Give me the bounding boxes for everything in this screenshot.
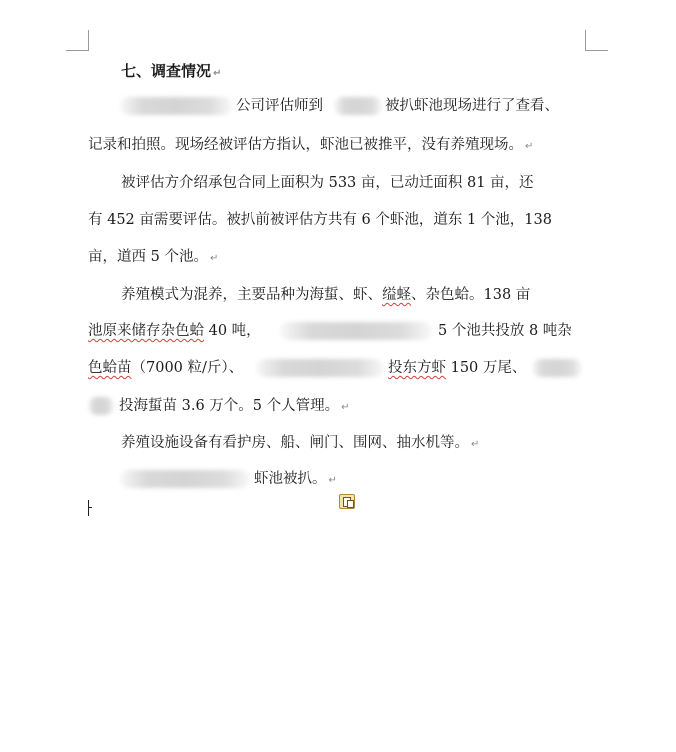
body-line[interactable]: 被评估方介绍承包合同上面积为 533 亩，已动迁面积 81 亩，还 — [121, 175, 534, 191]
text-cursor-icon — [88, 500, 89, 516]
body-line[interactable]: 5 个池共投放 8 吨杂 — [438, 323, 572, 339]
body-line[interactable]: 虾池被扒。 ↵ — [254, 471, 337, 487]
page-corner-mark-top-left — [66, 30, 89, 51]
spellcheck-word: 投东方虾 — [388, 360, 446, 376]
paragraph-mark: ↵ — [209, 253, 219, 264]
body-line[interactable]: 公司评估师到 — [236, 98, 323, 114]
redacted-text — [120, 97, 232, 115]
paste-options-icon[interactable] — [339, 494, 355, 509]
paragraph-mark: ↵ — [328, 475, 337, 486]
redacted-text — [280, 322, 432, 340]
paragraph-mark: ↵ — [471, 439, 480, 450]
paragraph-mark: ↵ — [525, 141, 534, 152]
body-line[interactable]: 养殖模式为混养，主要品种为海蜇、虾、缢蛏、杂色蛤。138 亩 — [121, 287, 531, 303]
body-line[interactable]: 有 452 亩需要评估。被扒前被评估方共有 6 个虾池，道东 1 个池，138 — [88, 212, 552, 228]
body-line[interactable]: 投东方虾 150 万尾、 — [388, 360, 527, 376]
redacted-text — [334, 97, 382, 115]
body-line[interactable]: 养殖设施设备有看护房、船、闸门、围网、抽水机等。 ↵ — [121, 435, 480, 451]
redacted-text — [120, 470, 250, 488]
body-line[interactable]: 色蛤苗（7000 粒/斤）、 — [88, 360, 244, 376]
redacted-text — [88, 397, 114, 415]
redacted-text — [256, 359, 384, 377]
paragraph-mark: ↵ — [341, 402, 350, 413]
spellcheck-word: 缢蛏 — [382, 287, 411, 303]
body-line[interactable]: 记录和拍照。现场经被评估方指认，虾池已被推平，没有养殖现场。 ↵ — [88, 137, 534, 153]
body-line[interactable]: 池原来储存杂色蛤 40 吨， — [88, 323, 261, 339]
spellcheck-phrase: 池原来储存杂色蛤 — [88, 323, 204, 339]
paragraph-mark: ↵ — [213, 68, 222, 79]
body-line[interactable]: 被扒虾池现场进行了查看、 — [385, 98, 559, 114]
page-corner-mark-top-right — [585, 30, 608, 51]
redacted-text — [532, 359, 582, 377]
spellcheck-word: 色蛤苗 — [88, 360, 132, 376]
body-line[interactable]: 投海蜇苗 3.6 万个。5 个人管理。 ↵ — [119, 398, 350, 414]
section-heading[interactable]: 七、调查情况 ↵ — [121, 62, 222, 80]
body-line[interactable]: 亩，道西 5 个池。 ↵ — [88, 249, 219, 265]
